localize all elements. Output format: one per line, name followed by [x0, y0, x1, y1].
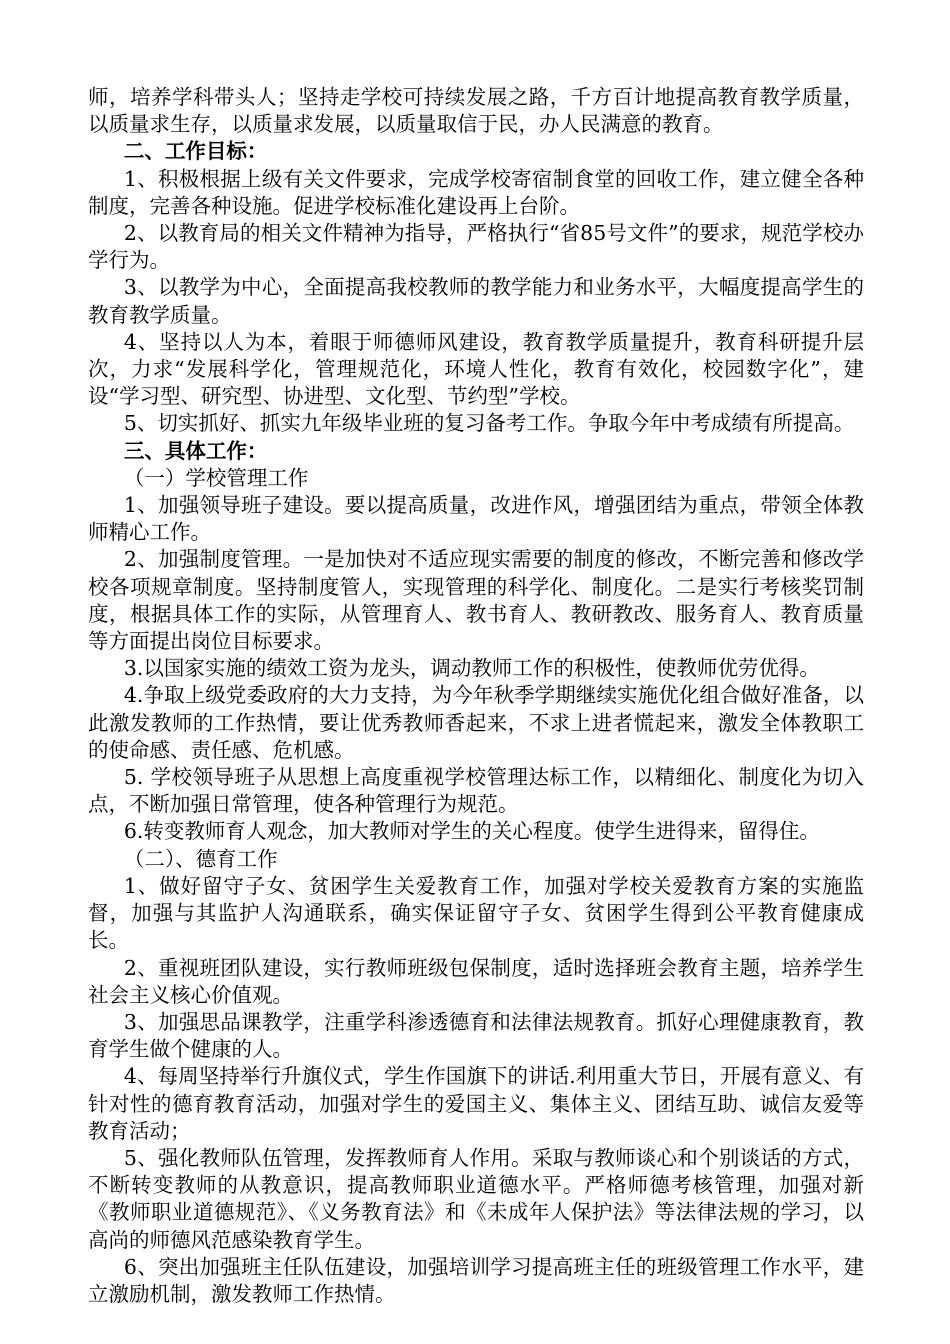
- moral-item-5: 5、强化教师队伍管理，发挥教师育人作用。采取与教师谈心和个别谈话的方式，不断转变教师的从教意识，提高教师职业道德水平。严格师德考核管理，加强对新《教师职业道德规范》、《义务教育法》和《未成年人保护法》等法律法规的学习，以高尚的师德风范感染教育学生。: [88, 1145, 864, 1252]
- management-item-5: 5. 学校领导班子从思想上高度重视学校管理达标工作，以精细化、制度化为切入点，不断加强日常管理，使各种管理行为规范。: [88, 765, 864, 817]
- management-item-1: 1、加强领导班子建设。要以提高质量，改进作风，增强团结为重点，带领全体教师精心工作。: [88, 493, 864, 545]
- subsection-heading-moral-education: （二）、德育工作: [123, 846, 278, 871]
- paragraph-intro-continuation: 师，培养学科带头人；坚持走学校可持续发展之路，千方百计地提高教育教学质量，以质量求生存，以质量求发展，以质量取信于民，办人民满意的教育。: [88, 85, 864, 137]
- section-heading-specific-work: 三、具体工作：: [123, 438, 268, 463]
- goal-item-3: 3、以教学为中心，全面提高我校教师的教学能力和业务水平，大幅度提高学生的教育教学质量。: [88, 275, 864, 327]
- goal-item-2: 2、以教育局的相关文件精神为指导，严格执行“省85号文件”的要求，规范学校办学行为。: [88, 221, 864, 273]
- goal-item-4: 4、坚持以人为本，着眼于师德师风建设，教育教学质量提升，教育科研提升层次，力求“发展科学化，管理规范化，环境人性化，教育有效化，校园数字化”，建设“学习型、研究型、协进型、文化型、节约型”学校。: [88, 329, 864, 409]
- management-item-4: 4.争取上级党委政府的大力支持，为今年秋季学期继续实施优化组合做好准备，以此激发教师的工作热情，要让优秀教师香起来，不求上进者慌起来，激发全体教职工的使命感、责任感、危机感。: [88, 683, 864, 762]
- goal-item-5: 5、切实抓好、抓实九年级毕业班的复习备考工作。争取今年中考成绩有所提高。: [123, 411, 855, 436]
- goal-item-1: 1、积极根据上级有关文件要求，完成学校寄宿制食堂的回收工作，建立健全各种制度，完善各种设施。促进学校标准化建设再上台阶。: [88, 166, 864, 218]
- moral-item-1: 1、做好留守子女、贫困学生关爱教育工作，加强对学校关爱教育方案的实施监督，加强与其监护人沟通联系，确实保证留守子女、贫困学生得到公平教育健康成长。: [88, 873, 864, 953]
- section-heading-goals: 二、工作目标：: [123, 139, 268, 164]
- management-item-2: 2、加强制度管理。一是加快对不适应现实需要的制度的修改，不断完善和修改学校各项规章制度。坚持制度管人，实现管理的科学化、制度化。二是实行考核奖罚制度，根据具体工作的实际，从管理育人、教书育人、教研教改、服务育人、教育质量等方面提出岗位目标要求。: [88, 547, 864, 654]
- subsection-heading-school-management: （一）学校管理工作: [123, 465, 309, 490]
- moral-item-3: 3、加强思品课教学，注重学科渗透德育和法律法规教育。抓好心理健康教育，教育学生做个健康的人。: [88, 1009, 864, 1062]
- document-body: [88, 84, 864, 1308]
- management-item-6: 6.转变教师育人观念，加大教师对学生的关心程度。使学生进得来，留得住。: [123, 819, 820, 844]
- moral-item-2: 2、重视班团队建设，实行教师班级包保制度，适时选择班会教育主题，培养学生社会主义核心价值观。: [88, 955, 864, 1007]
- management-item-3: 3.以国家实施的绩效工资为龙头，调动教师工作的积极性，使教师优劳优得。: [123, 656, 820, 681]
- moral-item-6: 6、突出加强班主任队伍建设，加强培训学习提高班主任的班级管理工作水平，建立激励机制，激发教师工作热情。: [88, 1254, 864, 1306]
- moral-item-4: 4、每周坚持举行升旗仪式，学生作国旗下的讲话.利用重大节日，开展有意义、有针对性的德育教育活动，加强对学生的爱国主义、集体主义、团结互助、诚信友爱等教育活动；: [88, 1064, 864, 1143]
